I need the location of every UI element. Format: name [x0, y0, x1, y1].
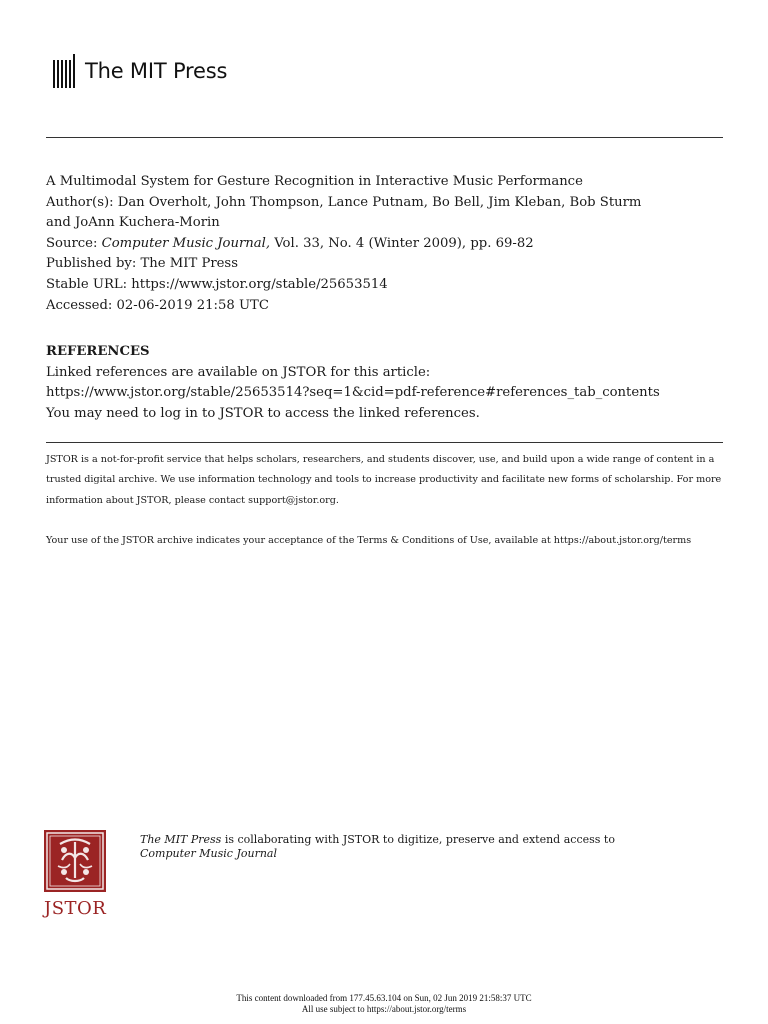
collaboration-notice: [140, 833, 700, 860]
publisher-name: The MIT Press: [85, 59, 228, 83]
jstor-terms-paragraph: Your use of the JSTOR archive indicates your acceptance of the Terms & Conditions of Use, available at https://about.jstor.org/terms: [46, 535, 692, 547]
published-by: Published by: The MIT Press: [46, 256, 238, 272]
download-footer: [0, 993, 768, 1015]
source-line: [46, 234, 736, 255]
jstor-wordmark: JSTOR: [44, 898, 107, 919]
footer-terms-line: All use subject to https://about.jstor.org/terms: [301, 1004, 467, 1014]
stable-url[interactable]: Stable URL: https://www.jstor.org/stable/25653514: [46, 276, 388, 292]
jstor-about-paragraph: JSTOR is a not-for-profit service that helps scholars, researchers, and students discover, use, and build upon a wide range of content in a trusted digital archive. We use information technology and tools to increase productivity and facilitate new forms of scholarship. For more information about JSTOR, please contact support@jstor.org.: [46, 454, 722, 506]
footer-download-line: This content downloaded from 177.45.63.104 on Sun, 02 Jun 2019 21:58:37 UTC: [236, 993, 532, 1003]
references-section: [46, 342, 736, 424]
collab-text: is collaborating with JSTOR to digitize, preserve and extend access to: [221, 833, 615, 846]
jstor-seal-icon: [44, 830, 106, 892]
authors-line-1: Author(s): Dan Overholt, John Thompson, Lance Putnam, Bo Bell, Jim Kleban, Bob Sturm: [46, 194, 642, 210]
collab-journal: Computer Music Journal: [140, 846, 277, 860]
source-journal: Computer Music Journal,: [101, 235, 271, 251]
references-login-note: You may need to log in to JSTOR to access the linked references.: [46, 405, 480, 421]
top-divider: [46, 137, 723, 138]
source-details: Vol. 33, No. 4 (Winter 2009), pp. 69-82: [270, 235, 534, 251]
collab-publisher: The MIT Press: [140, 833, 222, 846]
authors-line-2: and JoAnn Kuchera-Morin: [46, 215, 220, 231]
mit-press-logo: [53, 54, 227, 88]
references-heading: REFERENCES: [46, 344, 150, 359]
jstor-notice: [46, 450, 726, 552]
article-title: A Multimodal System for Gesture Recognition in Interactive Music Performance: [46, 174, 583, 189]
mit-press-bars-icon: [53, 54, 77, 88]
article-metadata: [46, 172, 736, 316]
accessed-date: Accessed: 02-06-2019 21:58 UTC: [46, 297, 269, 313]
jstor-logo: [44, 830, 106, 919]
references-text: Linked references are available on JSTOR for this article:: [46, 364, 431, 380]
source-label: Source:: [46, 235, 102, 251]
references-link[interactable]: https://www.jstor.org/stable/25653514?seq=1&cid=pdf-reference#references_tab_contents: [46, 385, 660, 401]
middle-divider: [46, 442, 723, 443]
